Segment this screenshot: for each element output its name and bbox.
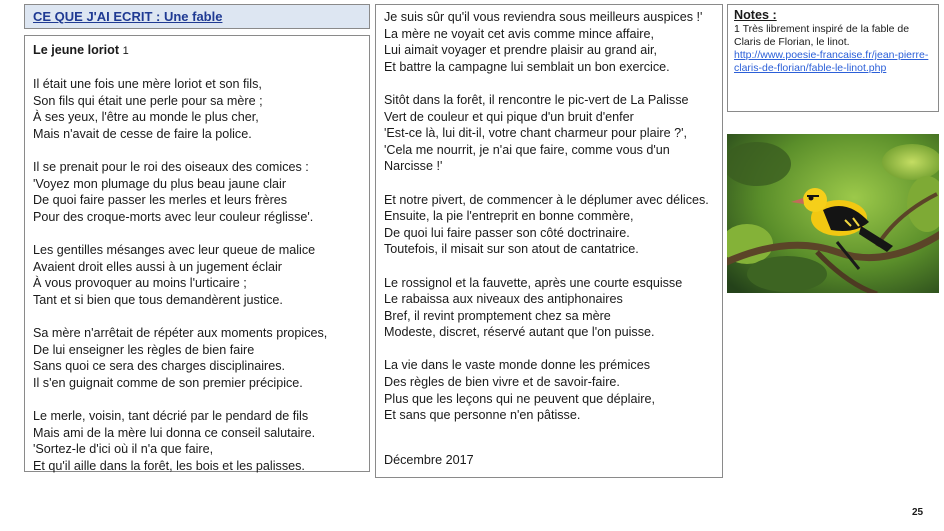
stanza [33, 76, 361, 142]
poem-line: Lui aimait voyager et prendre plaisir au grand air, [384, 43, 658, 58]
poem-line: Le merle, voisin, tant décrié par le pendard de fils [33, 409, 309, 424]
poem-line: Il était une fois une mère loriot et son fils, [33, 77, 262, 92]
page-title: CE QUE J'AI ECRIT : Une fable [24, 4, 370, 29]
poem-line: Avaient droit elles aussi à un jugement éclair [33, 259, 282, 274]
poem-line: Il s'en guignait comme de son premier précipice. [33, 375, 303, 390]
notes-link[interactable]: http://www.poesie-francaise.fr/jean-pierre-claris-de-florian/fable-le-linot.php [734, 49, 929, 74]
stanza [384, 9, 714, 75]
poem-title-text: Le jeune loriot [33, 43, 120, 57]
stanza [33, 159, 361, 225]
poem-line: Pour des croque-morts avec leur couleur réglisse'. [33, 209, 314, 224]
stanza [384, 192, 714, 258]
poem-line: Il se prenait pour le roi des oiseaux des comices : [33, 160, 309, 175]
poem-title [33, 42, 361, 60]
poem-line: Vert de couleur et qui pique d'un bruit d'enfer [384, 109, 634, 124]
poem-line: Des règles de bien vivre et de savoir-faire. [384, 375, 620, 390]
stanzas-right [384, 9, 714, 424]
poem-line: Ensuite, la pie l'entreprit en bonne commère, [384, 209, 634, 224]
poem-line: Sitôt dans la forêt, il rencontre le pic-vert de La Palisse [384, 92, 689, 107]
poem-line: De quoi faire passer les merles et leurs frères [33, 193, 288, 208]
poem-line: Et notre pivert, de commencer à le déplumer avec délices. [384, 192, 709, 207]
stanza [384, 357, 714, 423]
poem-line: Les gentilles mésanges avec leur queue de malice [33, 243, 316, 258]
poem-line: Et qu'il aille dans la forêt, les bois et les palisses. [33, 458, 305, 473]
poem-line: Bref, il revint promptement chez sa mère [384, 308, 611, 323]
poem-line: Et battre la campagne lui semblait un bon exercice. [384, 59, 670, 74]
poem-line: De lui enseigner les règles de bien faire [33, 342, 255, 357]
poem-column-right [375, 4, 723, 478]
stanza [384, 92, 714, 175]
poem-line: 'Voyez mon plumage du plus beau jaune clair [33, 176, 287, 191]
poem-line: Le rabaissa aux niveaux des antiphonaires [384, 292, 623, 307]
stanza [384, 275, 714, 341]
poem-line: Mais ami de la mère lui donna ce conseil salutaire. [33, 425, 316, 440]
poem-line: 'Est-ce là, lui dit-il, votre chant charmeur pour plaire ?', [384, 126, 687, 141]
stanzas-left [33, 76, 361, 474]
poem-line: Je suis sûr qu'il vous reviendra sous meilleurs auspices !' [384, 10, 703, 24]
stanza [33, 408, 361, 474]
poem-line: Narcisse !' [384, 159, 443, 174]
poem-line: Modeste, discret, réservé autant que l'on puisse. [384, 325, 655, 340]
poem-line: Le rossignol et la fauvette, après une courte esquisse [384, 275, 683, 290]
oriole-photo [727, 134, 939, 293]
poem-line: 'Cela me nourrit, je n'ai que faire, comme vous d'un [384, 142, 670, 157]
poem-line: Mais n'avait de cesse de faire la police. [33, 126, 252, 141]
poem-line: La vie dans le vaste monde donne les prémices [384, 358, 651, 373]
poem-line: Son fils qui était une perle pour sa mère ; [33, 93, 263, 108]
poem-line: 'Sortez-le d'ici où il n'a que faire, [33, 442, 214, 457]
notes-text: 1 Très librement inspiré de la fable de Claris de Florian, le linot. [734, 23, 910, 48]
poem-line: De quoi lui faire passer son côté doctrinaire. [384, 225, 630, 240]
notes-title: Notes : [734, 8, 777, 22]
stanza [33, 242, 361, 308]
page-number: 25 [912, 507, 924, 518]
poem-line: Sa mère n'arrêtait de répéter aux moments propices, [33, 326, 328, 341]
poem-column-left [24, 35, 370, 472]
notes-box [727, 4, 939, 112]
poem-line: Et sans que personne n'en pâtisse. [384, 408, 581, 423]
footnote-ref[interactable]: 1 [122, 45, 129, 57]
poem-line: Tant et si bien que tous demandèrent justice. [33, 292, 283, 307]
oriole-bird-image [727, 134, 939, 293]
poem-line: À ses yeux, l'être au monde le plus cher, [33, 110, 259, 125]
stanza [33, 325, 361, 391]
poem-line: Toutefois, il misait sur son atout de cantatrice. [384, 242, 639, 257]
poem-line: À vous provoquer au moins l'urticaire ; [33, 276, 247, 291]
poem-date: Décembre 2017 [384, 452, 474, 467]
poem-line: La mère ne voyait cet avis comme mince affaire, [384, 26, 654, 41]
poem-line: Plus que les leçons qui ne peuvent que déplaire, [384, 391, 655, 406]
poem-line: Sans quoi ce sera des charges disciplinaires. [33, 359, 286, 374]
